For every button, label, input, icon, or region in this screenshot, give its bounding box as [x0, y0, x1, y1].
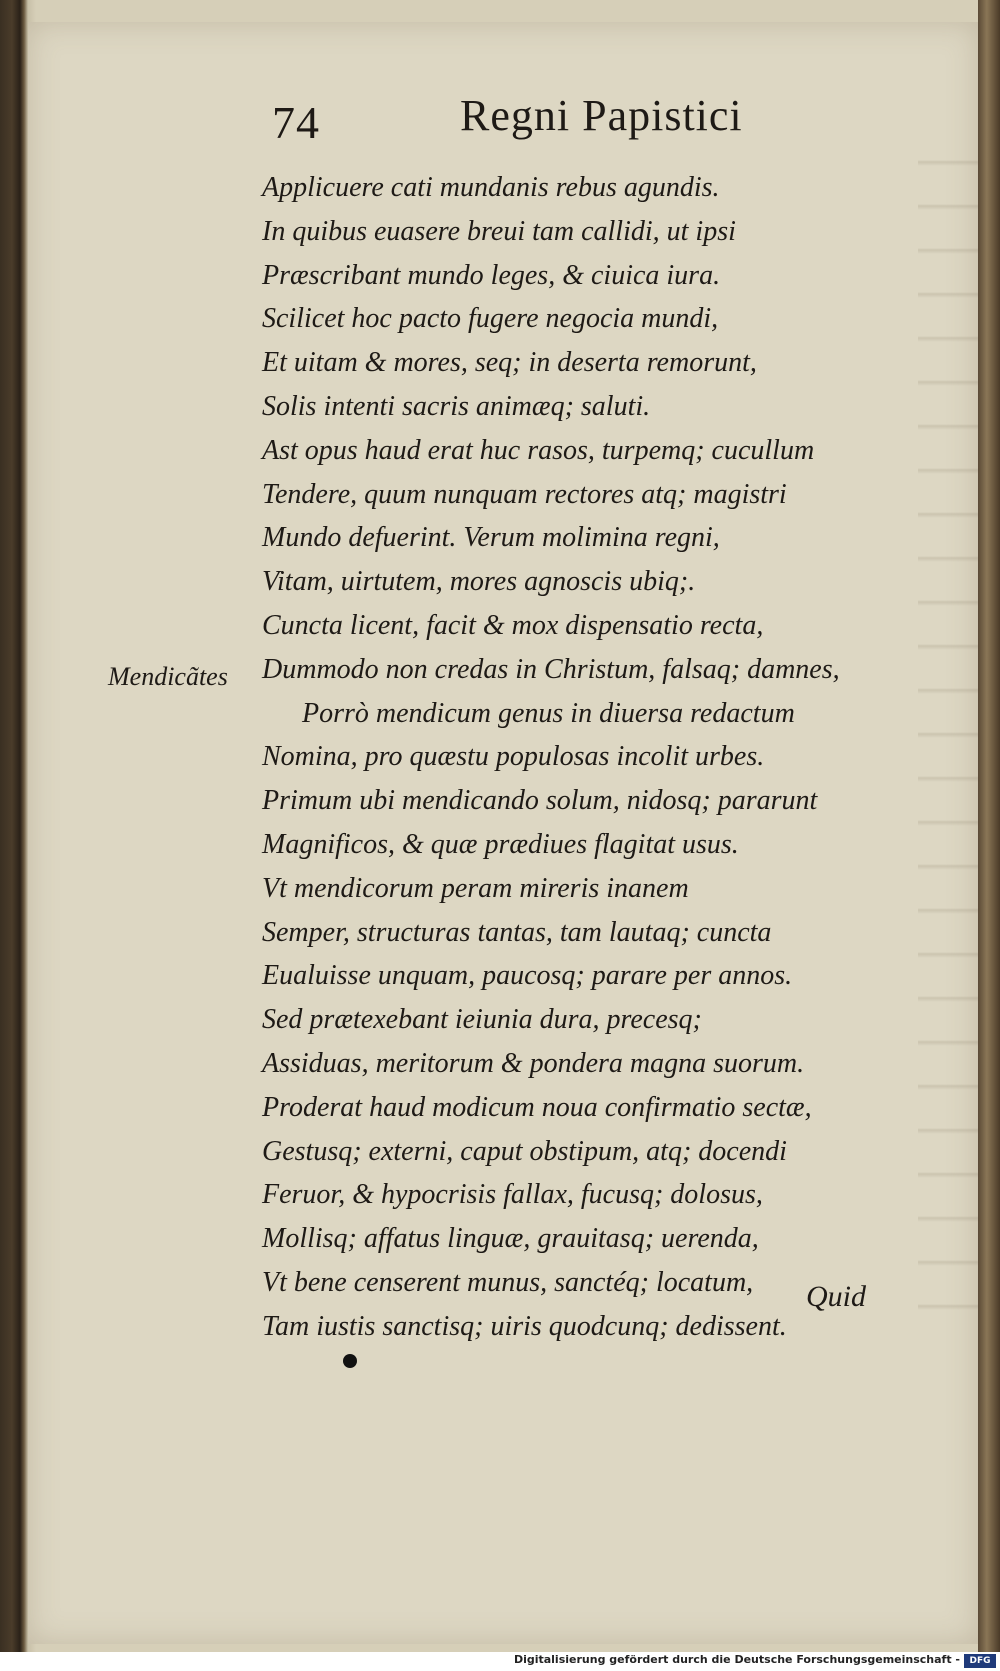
footer-credit: Digitalisierung gefördert durch die Deutsche Forschungsgemeinschaft -: [513, 1653, 960, 1666]
verse-line: Magnificos, & quæ prædiues flagitat usus.: [262, 828, 739, 860]
verse-line: Dummodo non credas in Christum, falsaq; damnes,: [262, 653, 840, 685]
verse-line: In quibus euasere breui tam callidi, ut ipsi: [262, 215, 736, 247]
verse-line: Scilicet hoc pacto fugere negocia mundi,: [262, 303, 719, 335]
marginal-note: Mendicãtes: [108, 662, 228, 691]
verse-line: Applicuere cati mundanis rebus agundis.: [262, 172, 720, 203]
running-head: Regni Papistici: [460, 91, 743, 140]
verse-line: Sed prætexebant ieiunia dura, precesq;: [262, 1004, 702, 1036]
verse-line: Præscribant mundo leges, & ciuica iura.: [262, 259, 721, 291]
verse-line: Tendere, quum nunquam rectores atq; magistri: [262, 478, 787, 510]
verse-block: [262, 166, 942, 1349]
dfg-logo-icon: DFG: [964, 1654, 996, 1668]
verse-line: Vt bene censerent munus, sanctéq; locatum,: [262, 1266, 754, 1298]
verse-line: Et uitam & mores, seq; in deserta remorunt,: [262, 347, 757, 379]
verse-line: Tam iustis sanctisq; uiris quodcunq; dedissent.: [262, 1310, 787, 1342]
verse-line: Proderat haud modicum noua confirmatio sectæ,: [262, 1091, 812, 1123]
verse-line: Cuncta licent, facit & mox dispensatio recta,: [262, 609, 764, 641]
verse-line: Mundo defuerint. Verum molimina regni,: [262, 522, 720, 554]
verse-line: Feruor, & hypocrisis fallax, fucusq; dolosus,: [262, 1179, 763, 1211]
verse-line: Vt mendicorum peram mireris inanem: [262, 872, 689, 904]
verse-line: Mollisq; affatus linguæ, grauitasq; uerenda,: [262, 1223, 759, 1255]
verse-line: Ast opus haud erat huc rasos, turpemq; cucullum: [262, 434, 815, 466]
catchword: Quid: [806, 1280, 866, 1313]
binding-board: [978, 0, 1000, 1652]
verse-line: Nomina, pro quæstu populosas incolit urbes.: [262, 741, 765, 773]
verse-line: Porrò mendicum genus in diuersa redactum: [302, 697, 795, 729]
verse-line: Gestusq; externi, caput obstipum, atq; docendi: [262, 1135, 787, 1167]
digitization-footer: [0, 1652, 1000, 1671]
verse-line: Solis intenti sacris animæq; saluti.: [262, 390, 651, 422]
verse-line: Assiduas, meritorum & pondera magna suorum.: [262, 1047, 805, 1079]
verse-line: Eualuisse unquam, paucosq; parare per annos.: [262, 960, 793, 992]
page-header: [272, 88, 792, 148]
ink-dot: [343, 1354, 357, 1368]
verse-line: Semper, structuras tantas, tam lautaq; cuncta: [262, 916, 772, 948]
verse-line: Vitam, uirtutem, mores agnoscis ubiq;.: [262, 566, 696, 598]
page-number: 74: [272, 97, 320, 148]
verse-line: Primum ubi mendicando solum, nidosq; pararunt: [262, 785, 818, 817]
